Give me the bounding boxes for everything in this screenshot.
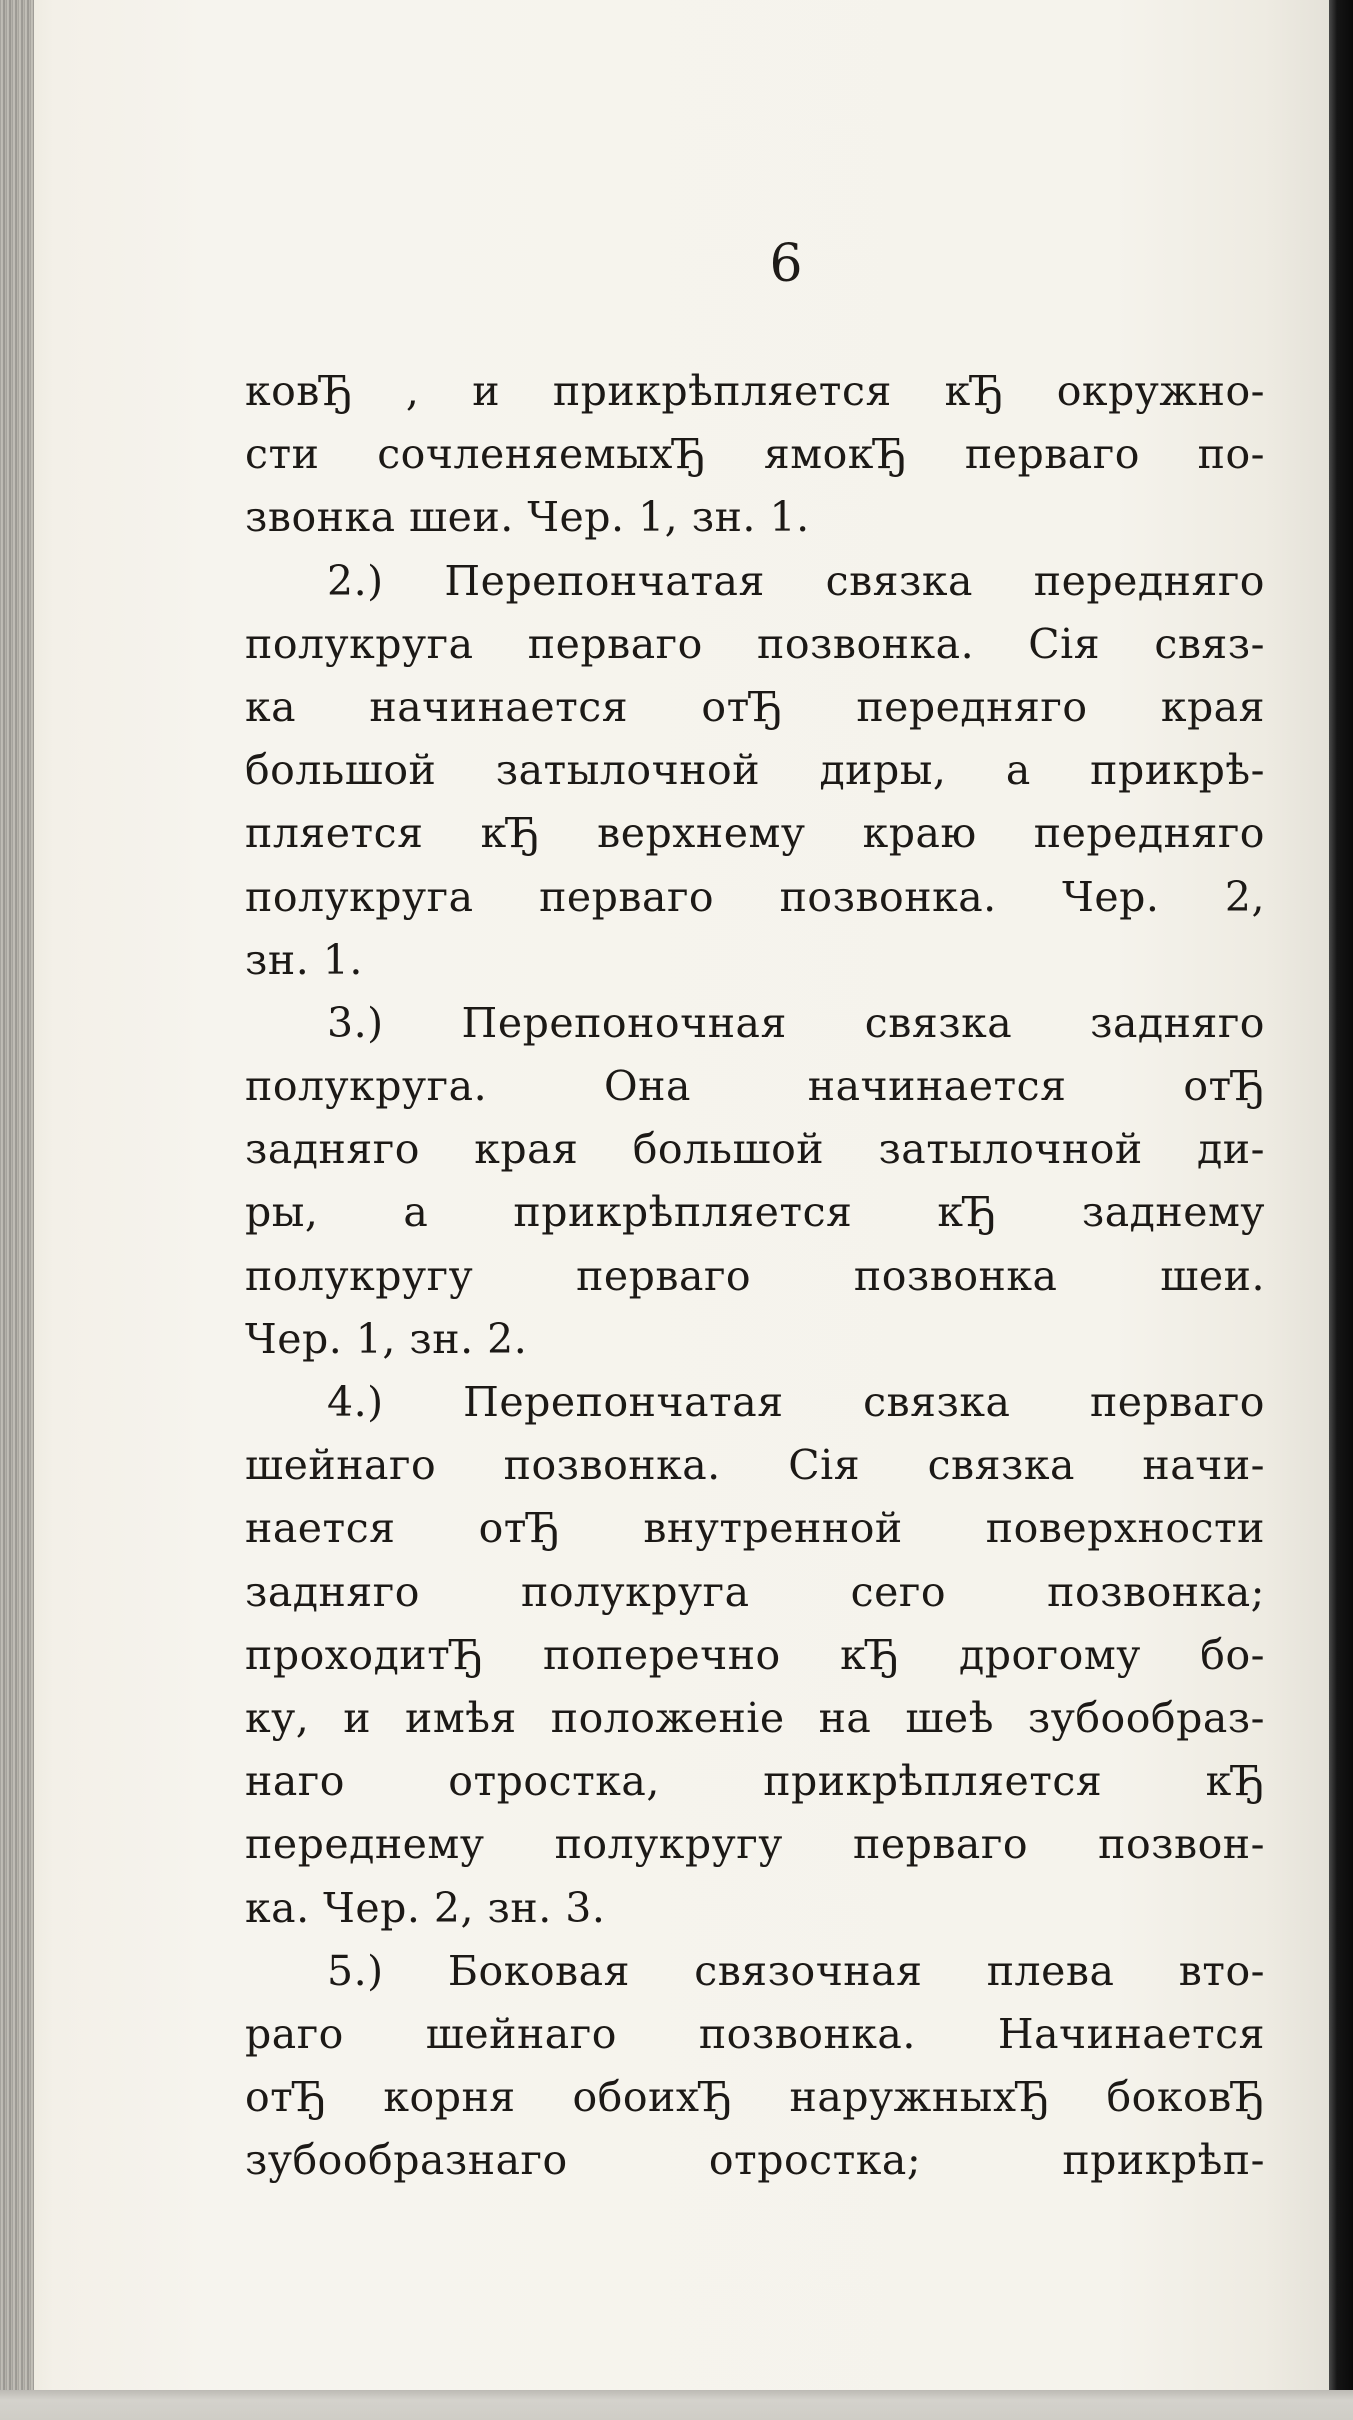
text-line: 4.) Перепончатая связка перваго [327, 1378, 1265, 1426]
text-line: задняго полукруга сего позвонка; [245, 1567, 1265, 1616]
text-line: наго отростка, прикрѣпляется кЂ [245, 1757, 1265, 1806]
text-line: 2.) Перепончатая связка передняго [327, 556, 1265, 605]
text-line: проходитЂ поперечно кЂ дрогому бо- [245, 1630, 1265, 1679]
text-line: отЂ корня обоихЂ наружныхЂ боковЂ [245, 2073, 1265, 2122]
text-line: Чер. 1, зн. 2. [245, 1314, 528, 1363]
text-line: 5.) Боковая связочная плева вто- [327, 1946, 1265, 1995]
text-line: полукругу перваго позвонка шеи. [245, 1251, 1265, 1300]
text-line: полукруга. Она начинается отЂ [245, 1062, 1265, 1111]
text-line: ка. Чер. 2, зн. 3. [245, 1883, 606, 1932]
text-line: звонка шеи. Чер. 1, зн. 1. [245, 493, 810, 542]
text-line: зубообразнаго отростка; прикрѣп- [245, 2136, 1265, 2185]
text-line: ры, а прикрѣпляется кЂ заднему [245, 1188, 1265, 1237]
text-line: зн. 1. [245, 935, 363, 984]
text-line: переднему полукругу перваго позвон- [245, 1820, 1265, 1869]
text-line: ка начинается отЂ передняго края [245, 682, 1265, 731]
text-line: сти сочленяемыхЂ ямокЂ перваго по- [245, 430, 1265, 479]
text-line: ку, и имѣя положеніе на шеѣ зубообраз- [245, 1693, 1265, 1742]
text-line: шейнаго позвонка. Сія связка начи- [245, 1441, 1265, 1490]
text-line: нается отЂ внутренной поверхности [245, 1504, 1265, 1553]
text-line: пляется кЂ верхнему краю передняго [245, 809, 1265, 858]
binding-edge [0, 0, 34, 2392]
text-line: полукруга перваго позвонка. Сія связ- [245, 619, 1265, 668]
body-text [245, 360, 1265, 2192]
page-number: 6 [769, 234, 803, 294]
bottom-edge [0, 2390, 1353, 2420]
text-line: ковЂ , и прикрѣпляется кЂ окружно- [245, 367, 1265, 415]
text-line: полукруга перваго позвонка. Чер. 2, [245, 872, 1265, 921]
right-edge-shadow [1329, 0, 1353, 2420]
text-line: задняго края большой затылочной ди- [245, 1125, 1265, 1174]
text-line: раго шейнаго позвонка. Начинается [245, 2009, 1265, 2058]
text-line: 3.) Перепоночная связка задняго [327, 998, 1265, 1047]
text-line: большой затылочной диры, а прикрѣ- [245, 746, 1265, 795]
